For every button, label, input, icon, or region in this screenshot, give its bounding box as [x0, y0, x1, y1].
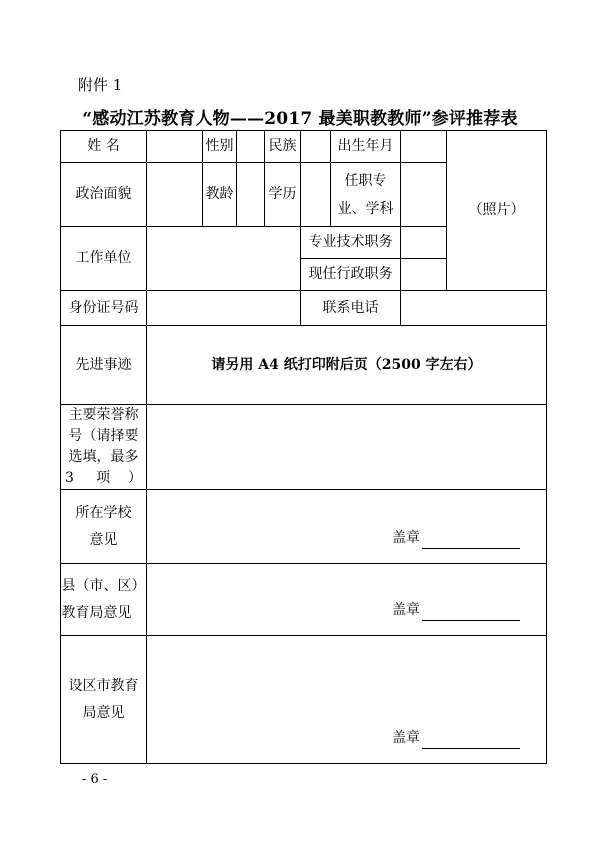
school-opinion-cell[interactable] [147, 490, 547, 564]
recommendation-form-table [60, 130, 547, 764]
label-id-number: 身份证号码 [61, 291, 147, 326]
city-opinion-cell[interactable] [147, 636, 547, 764]
value-id-number[interactable] [147, 291, 301, 326]
label-county-line2: 教育局意见 [61, 604, 132, 621]
value-teaching-years[interactable] [237, 163, 265, 227]
page-number: - 6 - [82, 772, 108, 787]
form-title: “感动江苏教育人物——2017 最美职教教师”参评推荐表 [82, 109, 518, 129]
school-seal-label: 盖章 [392, 530, 420, 546]
label-education: 学历 [265, 163, 301, 227]
value-phone[interactable] [401, 291, 547, 326]
label-honors: 主要荣誉称号（请择要选填，最多 3 项） [61, 405, 147, 490]
city-seal-line[interactable] [422, 734, 520, 749]
label-school-line2: 意见 [89, 531, 118, 548]
school-seal-line[interactable] [422, 534, 520, 549]
value-political[interactable] [147, 163, 203, 227]
label-gender: 性别 [203, 131, 237, 163]
label-phone: 联系电话 [301, 291, 401, 326]
value-education[interactable] [301, 163, 331, 227]
county-opinion-cell[interactable] [147, 564, 547, 636]
county-seal-line[interactable] [422, 606, 520, 621]
photo-cell[interactable]: （照片） [447, 131, 547, 291]
label-major-line2: 业、学科 [337, 200, 394, 217]
label-prof-title: 专业技术职务 [301, 227, 401, 259]
value-honors[interactable] [147, 405, 547, 490]
city-seal [392, 728, 520, 749]
label-political: 政治面貌 [61, 163, 147, 227]
label-deeds: 先进事迹 [61, 326, 147, 405]
label-birth: 出生年月 [331, 131, 401, 163]
label-city-opinion [61, 636, 147, 764]
label-major-line1: 任职专 [344, 172, 387, 189]
value-admin-post[interactable] [401, 259, 447, 291]
value-gender[interactable] [237, 131, 265, 163]
label-city-opinion-text [69, 673, 139, 726]
label-school-line1: 所在学校 [75, 504, 132, 521]
attachment-label: 附件 1 [78, 76, 123, 94]
value-ethnicity[interactable] [301, 131, 331, 163]
label-work-unit: 工作单位 [61, 227, 147, 291]
value-name[interactable] [147, 131, 203, 163]
deeds-note: 请另用 A4 纸打印附后页（2500 字左右） [147, 326, 547, 405]
label-name: 姓 名 [61, 131, 147, 163]
value-work-unit[interactable] [147, 227, 301, 291]
county-seal-label: 盖章 [392, 602, 420, 618]
label-county-opinion [61, 564, 147, 636]
value-major[interactable] [401, 163, 447, 227]
label-admin-post: 现任行政职务 [301, 259, 401, 291]
label-ethnicity: 民族 [265, 131, 301, 163]
label-major [331, 163, 401, 227]
label-county-opinion-text [62, 573, 146, 626]
label-county-line1: 县（市、区） [61, 577, 146, 594]
label-city-line1: 设区市教育 [68, 677, 139, 694]
school-seal [392, 528, 520, 549]
label-city-line2: 局意见 [82, 704, 125, 721]
label-school-opinion-text [76, 500, 132, 553]
value-birth[interactable] [401, 131, 447, 163]
value-prof-title[interactable] [401, 227, 447, 259]
county-seal [392, 600, 520, 621]
city-seal-label: 盖章 [392, 730, 420, 746]
label-school-opinion [61, 490, 147, 564]
label-teaching-years: 教龄 [203, 163, 237, 227]
